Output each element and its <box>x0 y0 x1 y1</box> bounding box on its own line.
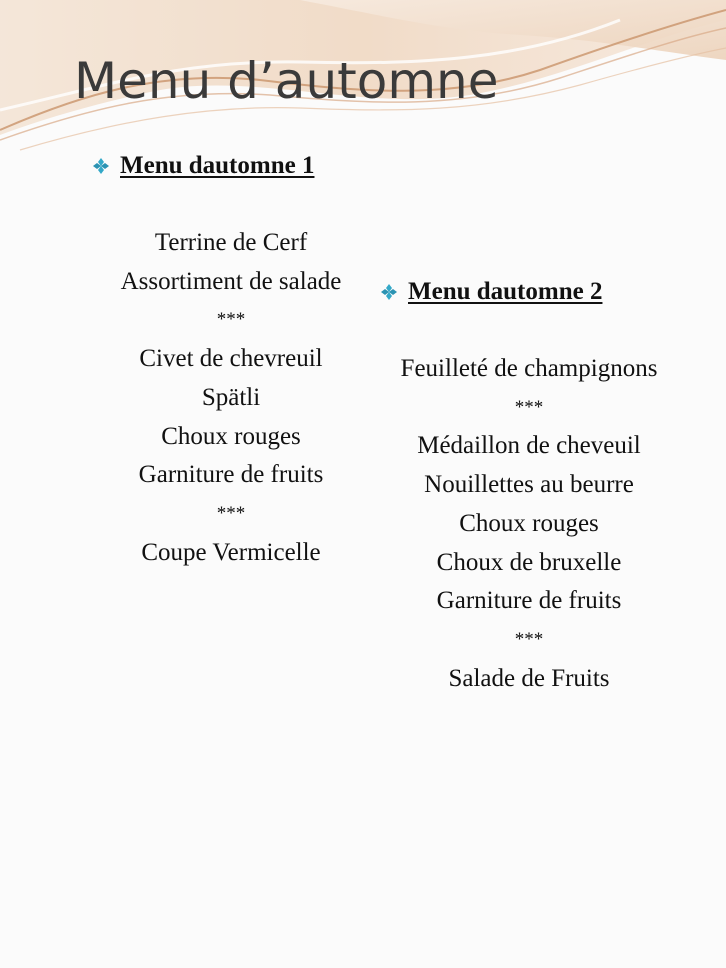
menu-1-list <box>96 224 366 572</box>
menu-1-heading <box>92 152 314 180</box>
page-title: Menu d’automne <box>74 52 499 110</box>
diamond-bullet-icon <box>380 283 398 301</box>
menu-2-separator: *** <box>514 628 544 650</box>
menu-2-item: Médaillon de cheveuil <box>417 432 641 460</box>
menu-1-item: Spätli <box>201 383 261 411</box>
menu-2-heading <box>380 278 602 306</box>
menu-2-item: Nouillettes au beurre <box>424 471 634 499</box>
menu-1-item: Assortiment de salade <box>120 267 342 295</box>
menu-1-item: Terrine de Cerf <box>154 229 308 256</box>
menu-1-item: Choux rouges <box>161 422 301 450</box>
menu-2-item: Salade de Fruits <box>448 664 610 692</box>
menu-1-item: Garniture de fruits <box>138 461 324 489</box>
menu-1-separator: *** <box>216 502 246 524</box>
menu-1-item: Civet de chevreuil <box>139 345 323 373</box>
menu-2-title: Menu dautomne 2 <box>408 278 603 305</box>
menu-1-title: Menu dautomne 1 <box>120 152 315 179</box>
menu-1-item: Coupe Vermicelle <box>141 538 321 566</box>
menu-2-item: Garniture de fruits <box>436 587 622 615</box>
menu-2-list <box>376 350 682 698</box>
menu-2-item: Feuilleté de champignons <box>400 355 658 382</box>
menu-1-separator: *** <box>216 309 246 331</box>
menu-2-separator: *** <box>514 396 544 418</box>
diamond-bullet-icon <box>92 157 110 175</box>
menu-2-item: Choux de bruxelle <box>436 548 622 576</box>
menu-2-item: Choux rouges <box>459 509 599 537</box>
